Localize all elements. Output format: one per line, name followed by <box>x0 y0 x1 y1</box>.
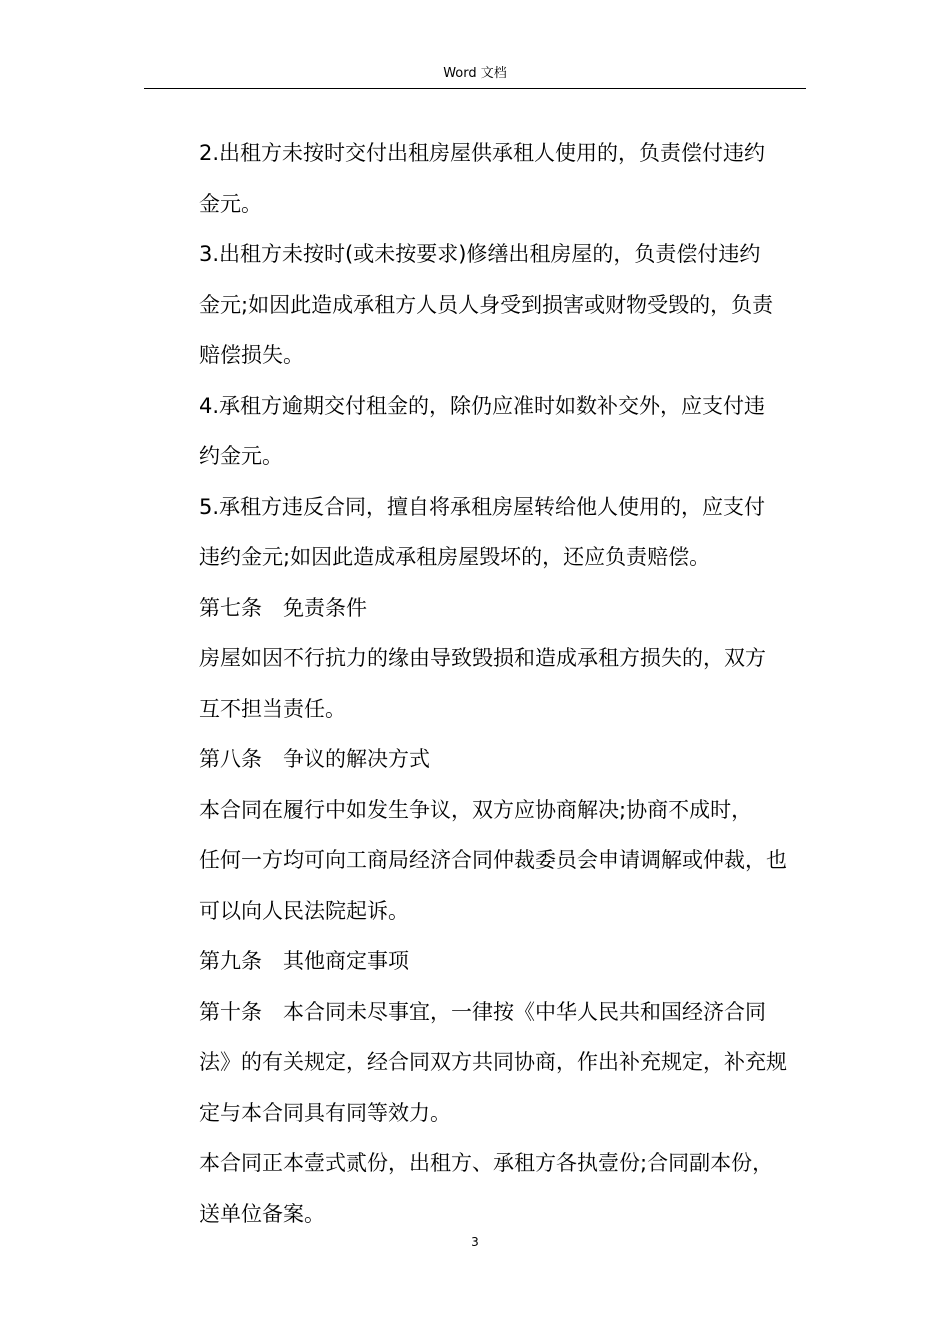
paragraph-article-10 <box>178 987 806 1139</box>
text-line: 赔偿损失。 <box>199 343 304 367</box>
text-line: 4.承租方逾期交付租金的，除仍应准时如数补交外，应支付违 <box>199 393 766 418</box>
text-line: 送单位备案。 <box>199 1201 325 1226</box>
text-line: 违约金元;如因此造成承租房屋毁坏的，还应负责赔偿。 <box>199 545 711 569</box>
text-line: 本合同在履行中如发生争议，双方应协商解决;协商不成时， <box>199 797 753 822</box>
paragraph-force-majeure <box>178 633 806 734</box>
text-line: 第十条 本合同未尽事宜，一律按《中华人民共和国经济合同 <box>199 999 766 1024</box>
text-line: 2.出租方未按时交付出租房屋供承租人使用的，负责偿付违约 <box>199 141 766 165</box>
page-header <box>144 64 806 89</box>
paragraph-dispute-resolution <box>178 785 806 937</box>
paragraph-clause-4 <box>178 381 806 482</box>
text-line: 房屋如因不行抗力的缘由导致毁损和造成承租方损失的，双方 <box>199 646 766 670</box>
paragraph-clause-2 <box>178 128 806 229</box>
text-line: 约金元。 <box>199 444 283 468</box>
header-title: Word 文档 <box>443 66 507 81</box>
text-line: 第八条 争议的解决方式 <box>199 747 430 771</box>
text-line: 本合同正本壹式贰份，出租方、承租方各执壹份;合同副本份， <box>199 1151 774 1175</box>
text-line: 可以向人民法院起诉。 <box>199 898 409 923</box>
paragraph-clause-5 <box>178 482 806 583</box>
text-line: 3.出租方未按时(或未按要求)修缮出租房屋的，负责偿付违约 <box>199 242 761 266</box>
text-line: 5.承租方违反合同，擅自将承租房屋转给他人使用的，应支付 <box>199 494 766 519</box>
section-heading-article-7 <box>178 583 806 634</box>
text-line: 金元;如因此造成承租方人员人身受到损害或财物受毁的，负责 <box>199 292 774 317</box>
text-line: 法》的有关规定，经合同双方共同协商，作出补充规定，补充规 <box>199 1050 787 1074</box>
text-line: 金元。 <box>199 191 262 216</box>
text-line: 定与本合同具有同等效力。 <box>199 1100 451 1125</box>
section-heading-article-8 <box>178 734 806 785</box>
paragraph-clause-3 <box>178 229 806 381</box>
text-line: 任何一方均可向工商局经济合同仲裁委员会申请调解或仲裁，也 <box>199 848 787 872</box>
text-line: 第七条 免责条件 <box>199 595 367 620</box>
text-line: 第九条 其他商定事项 <box>199 949 409 973</box>
document-body <box>178 128 806 1239</box>
page-number: 3 <box>471 1235 479 1249</box>
section-heading-article-9 <box>178 936 806 987</box>
paragraph-copies <box>178 1138 806 1239</box>
text-line: 互不担当责任。 <box>199 696 346 721</box>
